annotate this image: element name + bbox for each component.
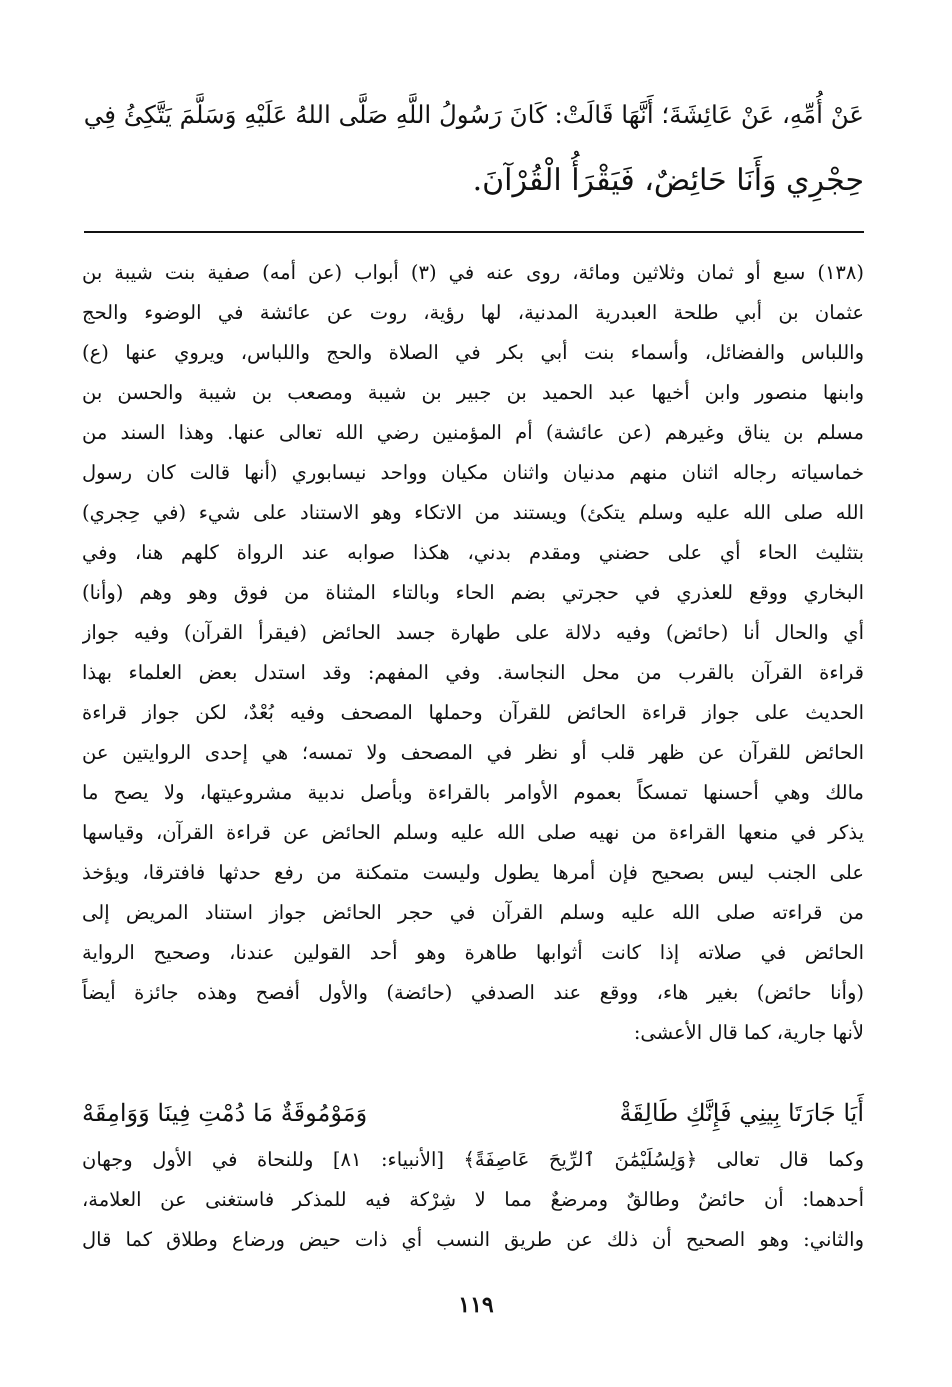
commentary-line: وابنها منصور وابن أخيها عبد الحميد بن جبير بن شيبة ومصعب بن شيبة والحسن بن <box>82 381 864 404</box>
after-poem-line: أحدهما: أن حائضٌ وطالقٌ ومرضعٌ مما لا شِرْكة فيه للمذكر فاستغنى عن العلامة، <box>82 1188 864 1211</box>
commentary-line: عثمان بن أبي طلحة العبدرية المدنية، لها رؤية، روت عن عائشة في الوضوء والحج <box>82 301 864 324</box>
commentary-line: واللباس والفضائل، وأسماء بنت أبي بكر في الصلاة والحج واللباس، ويروي عنها (ع) <box>82 341 864 364</box>
page-number: ١١٩ <box>458 1292 494 1318</box>
commentary-line: الله صلى الله عليه وسلم يتكئ) ويستند من الاتكاء وهو الاستناد على شيء (في حِجري) <box>82 501 864 524</box>
commentary-line: يذكر في منعها القراءة من نهيه صلى الله عليه وسلم الحائض عن قراءة القرآن، وقياسها <box>82 821 864 844</box>
commentary-line: البخاري ووقع للعذري في حجرتي بضم الحاء وبالتاء المثناة من فوق وهو وهم (وأنا) <box>82 581 864 604</box>
commentary-line: أي والحال أنا (حائض) وفيه دلالة على طهارة جسد الحائض (فيقرأ القرآن) وفيه جواز <box>82 621 864 644</box>
after-poem-text <box>82 1140 864 1260</box>
hadith-line: عَنْ أُمِّهِ، عَنْ عَائِشَةَ؛ أَنَّهَا قَالَتْ: كَانَ رَسُولُ اللَّهِ صَلَّى اللهُ عَلَيْهِ وَسَلَّمَ يَتَّكِئُ فِي <box>84 100 864 129</box>
poem-verse <box>82 1090 864 1136</box>
commentary-line: الحديث على جواز قراءة الحائض للقرآن وحملها المصحف وفيه بُعْدٌ، لكن جواز قراءة <box>82 701 864 724</box>
commentary-line: على الجنب ليس بصحيح فإن أمرها يطول وليست متمكنة من رفع حدثها فافترقا، ويؤخذ <box>82 861 864 884</box>
after-poem-line: والثاني: وهو الصحيح أن ذلك عن طريق النسب أي ذات حيض ورضاع وطلاق كما قال <box>82 1228 864 1251</box>
footnote-divider <box>84 231 864 233</box>
commentary-line: بتثليث الحاء أي على حضني ومقدم بدني، هكذا صوابه عند الرواة كلهم هنا، وفي <box>82 541 864 564</box>
hadith-line: حِجْرِي وَأَنَا حَائِضٌ، فَيَقْرَأُ الْقُرْآنَ. <box>472 163 864 198</box>
commentary-line: الحائض للقرآن عن ظهر قلب أو نظر في المصحف ولا تمسه؛ هي إحدى الروايتين عن <box>82 741 864 764</box>
commentary-line: الحائض في صلاته إذا كانت أثوابها طاهرة وهو أحد القولين عندنا، وصحيح الرواية <box>82 941 864 964</box>
commentary-line: مالك وهي أحسنها تمسكاً بعموم الأوامر بالقراءة وبأصل ندبية مشروعيتها، ولا يصح ما <box>82 781 864 804</box>
commentary-line: قراءة القرآن بالقرب من محل النجاسة. وفي المفهم: وقد استدل بعض العلماء بهذا <box>82 661 864 684</box>
commentary-line: خماسياته رجاله اثنان منهم مدنيان واثنان مكيان وواحد نيسابوري (أنها قالت كان رسول <box>82 461 864 484</box>
commentary-line: من قراءته صلى الله عليه وسلم القرآن في حجر الحائض جواز استناد المريض إلى <box>82 901 864 924</box>
after-poem-line: وكما قال تعالى ﴿وَلِسُلَيْمَٰنَ ٱلرِّيحَ عَاصِفَةً﴾ [الأنبياء: ٨١] وللنحاة في الأول وجهان <box>82 1148 864 1171</box>
commentary-line: (وأنا حائض) بغير هاء، ووقع عند الصدفي (حائضة) والأول أفصح وهذه جائزة أيضاً <box>82 981 864 1004</box>
commentary-line: (١٣٨) سبع أو ثمان وثلاثين ومائة، روى عنه في (٣) أبواب (عن أمه) صفية بنت شيبة بن <box>82 261 864 284</box>
poem-second-hemistich: وَمَوْمُوقَةٌ مَا دُمْتِ فِينَا وَوَامِقَهْ <box>82 1099 368 1127</box>
hadith-text <box>84 82 864 214</box>
commentary-line: لأنها جارية، كما قال الأعشى: <box>633 1021 864 1044</box>
commentary-line: مسلم بن يناق وغيرهم (عن عائشة) أم المؤمنين رضي الله تعالى عنها. وهذا السند من <box>82 421 864 444</box>
commentary-text <box>82 253 864 1053</box>
poem-first-hemistich: أَيَا جَارَتَا بِينِي فَإِنَّكِ طَالِقَةْ <box>619 1099 864 1127</box>
